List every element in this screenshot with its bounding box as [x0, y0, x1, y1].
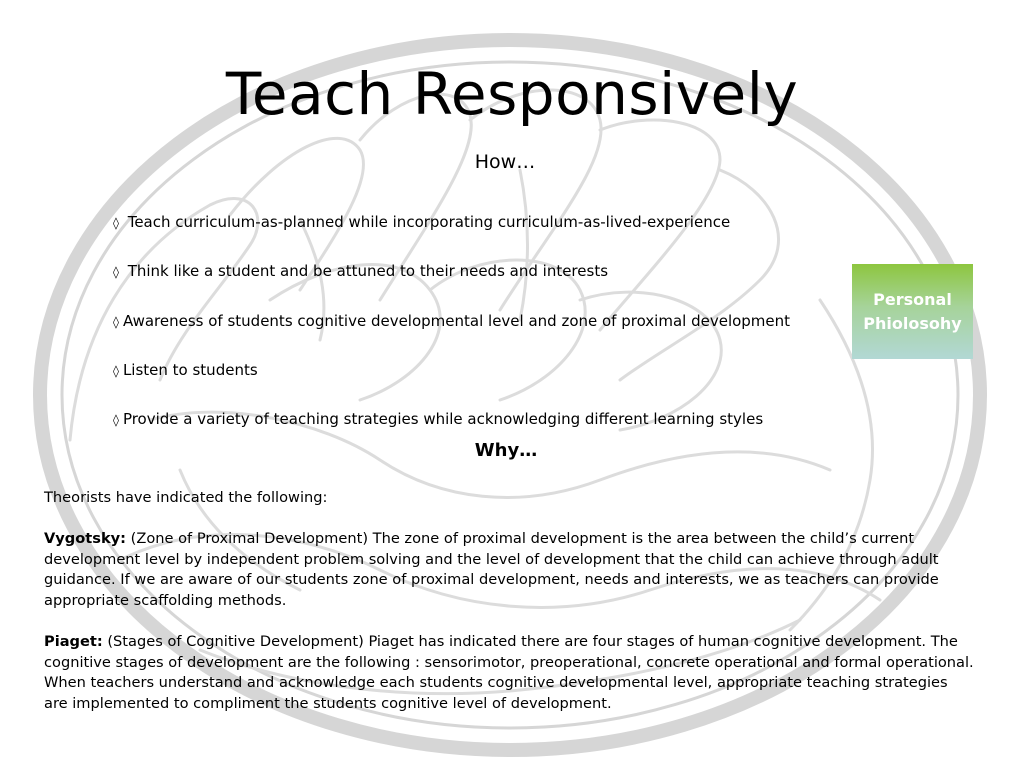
list-item: ◊ Teach curriculum-as-planned while incorporating curriculum-as-lived-experience — [113, 213, 731, 231]
vygotsky-text: (Zone of Proximal Development) The zone of proximal development is the area between the child’s current development level by independent problem solving and the level of development that the child can achieve through adult guidance. If we are aware of our students zone of proximal development, needs and interests, we as teachers can provide appropriate scaffolding methods. — [44, 530, 939, 609]
piaget-text: (Stages of Cognitive Development) Piaget has indicated there are four stages of human cognitive development. The cognitive stages of development are the following : sensorimotor, preoperational, concrete operational and formal operational. When teachers understand and acknowledge each students cognitive developmental level, appropriate teaching strategies are implemented to compliment the students cognitive level of development. — [44, 633, 974, 712]
diamond-bullet-icon: ◊ — [113, 265, 119, 280]
how-subtitle: How… — [474, 151, 536, 173]
vygotsky-paragraph — [44, 529, 974, 611]
page-title: Teach Responsively — [225, 60, 799, 128]
button-label-line1: Personal — [873, 289, 952, 309]
piaget-paragraph — [44, 632, 974, 714]
diamond-bullet-icon: ◊ — [113, 363, 119, 378]
list-item: ◊ Awareness of students cognitive developmental level and zone of proximal development — [113, 311, 791, 330]
piaget-name: Piaget: — [44, 633, 103, 651]
diamond-bullet-icon: ◊ — [113, 216, 119, 230]
theorists-section — [44, 488, 974, 735]
diamond-bullet-icon: ◊ — [113, 413, 119, 428]
diamond-bullet-icon: ◊ — [113, 314, 119, 329]
personal-philosophy-button[interactable] — [852, 264, 973, 359]
list-item: ◊ Provide a variety of teaching strategies while acknowledging different learning styles — [113, 410, 764, 429]
why-heading: Why… — [474, 440, 538, 461]
vygotsky-name: Vygotsky: — [44, 530, 126, 548]
list-item: ◊ Think like a student and be attuned to their needs and interests — [113, 262, 609, 281]
list-item: ◊ Listen to students — [113, 360, 258, 379]
how-bullet-list — [113, 210, 790, 456]
button-label-line2: Phiolosohy — [863, 313, 962, 333]
intro-text: Theorists have indicated the following: — [44, 489, 328, 506]
